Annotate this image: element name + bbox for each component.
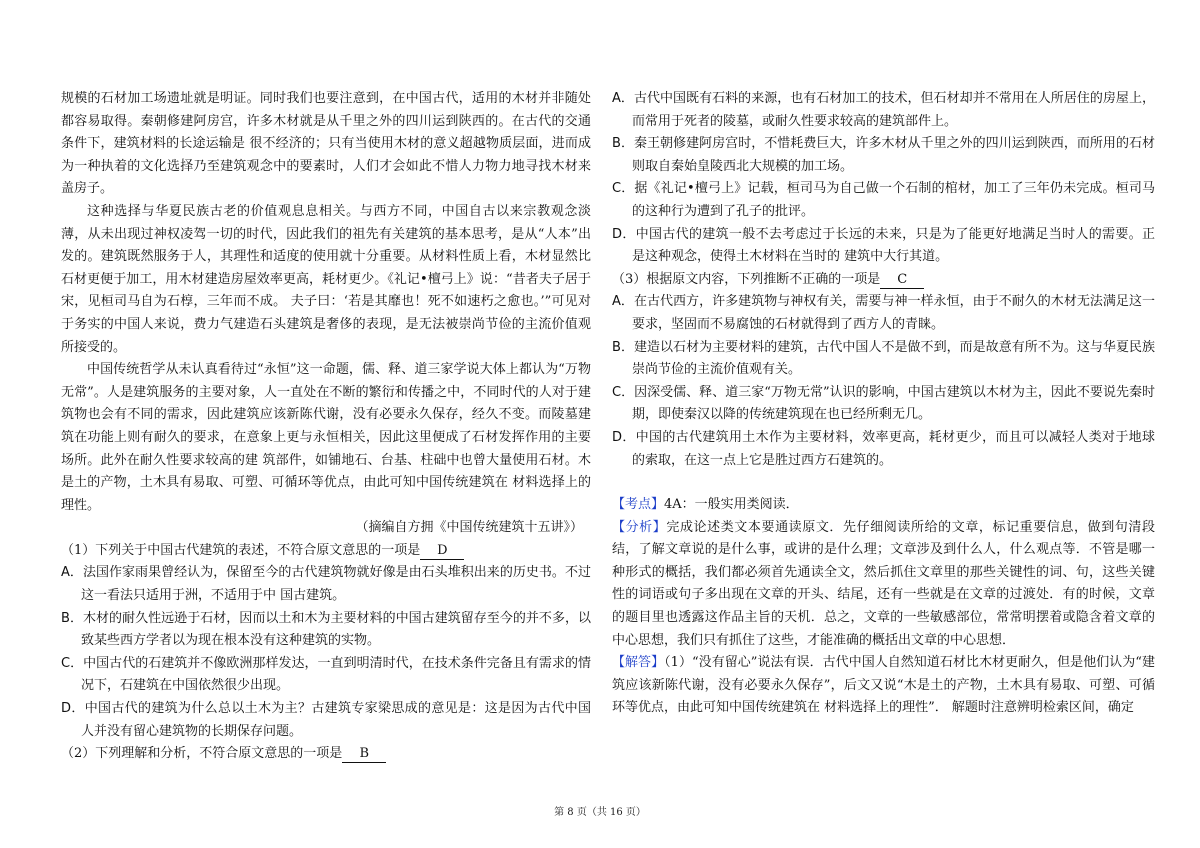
left-column bbox=[61, 88, 591, 766]
passage-paragraph-1: 规模的石材加工场遗址就是明证。同时我们也要注意到，在中国古代，适用的木材并非随处都容易取得。秦朝修建阿房宫，许多木材就是从千里之外的四川运到陕西的。在古代的交通条件下，建筑材料的长途运输是 很不经济的；只有当使用木材的意义超越物质层面，进而成为一种执着的文化选择乃至建筑观念中的要素时，人们才会如此不惜人力物力地寻找木材来盖房子。 bbox=[61, 91, 591, 197]
question-1-text: （1）下列关于中国古代建筑的表述，不符合原文意思的一项是 bbox=[61, 542, 421, 558]
option-letter: B． bbox=[61, 610, 83, 626]
option-text: 中国古代的建筑一般不去考虑过于长远的未来，只是为了能更好地满足当时人的需要。正是这种观念，使得土木材料在当时的 建筑中大行其道。 bbox=[632, 226, 1155, 265]
question-3-text: （3）根据原文内容，下列推断不正确的一项是 bbox=[612, 271, 881, 287]
question-1 bbox=[61, 540, 591, 563]
option-text: 在古代西方，许多建筑物与神权有关，需要与神一样永恒，由于不耐久的木材无法满足这一要求，坚固而不易腐蚀的石材就得到了西方人的青睐。 bbox=[632, 294, 1155, 332]
q1-option-b bbox=[61, 608, 591, 653]
option-text: 中国古代的建筑为什么总以土木为主？古建筑专家梁思成的意见是：这是因为古代中国人并没有留心建筑物的长期保存问题。 bbox=[81, 701, 591, 739]
q2-option-a bbox=[612, 88, 1155, 133]
option-letter: D． bbox=[612, 226, 636, 242]
option-text: 木材的耐久性远逊于石材，因而以土和木为主要材料的中国古建筑留存至今的并不多，以致某些西方学者以为现在根本没有这种建筑的实物。 bbox=[81, 610, 591, 649]
q2-option-b bbox=[612, 133, 1155, 178]
question-2-text: （2）下列理解和分析，不符合原文意思的一项是 bbox=[61, 746, 343, 762]
option-text: 据《礼记•檀弓上》记载，桓司马为自己做一个石制的棺材，加工了三年仍未完成。桓司马的这种行为遭到了孔子的批评。 bbox=[632, 181, 1156, 219]
jieda-text: （1）“没有留心”说法有误．古代中国人自然知道石材比木材更耐久，但是他们认为“建筑应该新陈代谢，没有必要永久保存”，后文又说“木是土的产物，土木具有易取、可塑、可循环等优点，由此可知中国传统建筑在 材料选择上的理性”． 解题时注意辨明检索区间，确定 bbox=[612, 655, 1155, 716]
q1-option-d bbox=[61, 698, 591, 743]
page-footer: 第 8 页（共 16 页） bbox=[554, 807, 646, 818]
q3-option-a bbox=[612, 291, 1155, 336]
kaodian-tag: 【考点】 bbox=[612, 497, 665, 513]
option-letter: A． bbox=[612, 294, 634, 310]
fenxi-text: 完成论述类文本要通读原文．先仔细阅读所给的文章，标记重要信息，做到句清段结，了解文章说的是什么事，或讲的是什么理；文章涉及到什么人，什么观点等．不管是哪一种形式的概括，我们都必须首先通读全文，然后抓住文章里的那些关键性的词、句，这些关键性的词语或句子多出现在文章的开头、结尾，还有一些就是在文章的过渡处．有的时候，文章的题目里也透露这作品主旨的天机．总之，文章的一些敏感部位，常常明摆着或隐含着文章的中心思想，我们只有抓住了这些，才能准确的概括出文章的中心思想． bbox=[612, 519, 1155, 648]
passage-paragraph-3: 中国传统哲学从未认真看待过“永恒”这一命题，儒、释、道三家学说大体上都认为“万物无常”。人是建筑服务的主要对象，人一直处在不断的繁衍和传播之中，不同时代的人对于建筑物也会有不同的需求，因此建筑应该新陈代谢，没有必要永久保存，经久不变。而陵墓建筑在功能上则有耐久的要求，在意象上更与永恒相关，因此这里便成了石材发挥作用的主要场所。此外在耐久性要求较高的建 筑部件，如铺地石、台基、柱础中也曾大量使用石材。木是土的产物，土木具有易取、可塑、可循环等优点，由此可知中国传统建筑在 材料选择上的理性。 bbox=[61, 362, 591, 513]
option-letter: C． bbox=[612, 181, 635, 197]
option-letter: B． bbox=[612, 136, 634, 152]
option-letter: C． bbox=[61, 655, 84, 671]
option-letter: A． bbox=[61, 565, 83, 581]
right-column bbox=[612, 88, 1155, 720]
q1-option-c bbox=[61, 653, 591, 698]
kaodian-section bbox=[612, 494, 1155, 517]
q3-option-d bbox=[612, 427, 1155, 472]
fenxi-section bbox=[612, 517, 1155, 653]
option-letter: A． bbox=[612, 91, 634, 106]
question-2 bbox=[61, 743, 591, 766]
passage-source: （摘编自方拥《中国传统建筑十五讲》） bbox=[355, 520, 583, 536]
question-3 bbox=[612, 269, 1155, 292]
option-text: 秦王朝修建阿房宫时，不惜耗费巨大，许多木材从千里之外的四川运到陕西，而所用的石材则取自秦始皇陵西北大规模的加工场。 bbox=[632, 136, 1155, 174]
option-letter: D． bbox=[612, 429, 636, 445]
passage-paragraph-2: 这种选择与华夏民族古老的价值观息息相关。与西方不同，中国自古以来宗教观念淡薄，从未出现过神权凌驾一切的时代，因此我们的祖先有关建筑的基本思考，是从“人本”出发的。建筑既然服务于人，其理性和适度的使用就十分重要。从材料性质上看，木材显然比石材更便于加工，用木材建造房屋效率更高，耗材更少。《礼记•檀弓上》说：“昔者夫子居于宋，见桓司马自为石椁，三年而不成。 夫子曰：‘若是其靡也！死不如速朽之愈也。’”可见对于务实的中国人来说，费力气建造石头建筑是奢侈的表现，是无法被崇尚节俭的主流价值观所接受的。 bbox=[61, 203, 591, 355]
option-text: 法国作家雨果曾经认为，保留至今的古代建筑物就好像是由石头堆积出来的历史书。不过这一看法只适用于洲，不适用于中 国古建筑。 bbox=[81, 565, 591, 604]
option-text: 中国的古代建筑用土木作为主要材料，效率更高，耗材更少，而且可以减轻人类对于地球的索取，在这一点上它是胜过西方石建筑的。 bbox=[632, 429, 1155, 468]
option-letter: D． bbox=[61, 701, 85, 717]
spacer bbox=[612, 472, 1155, 494]
option-text: 中国古代的石建筑并不像欧洲那样发达，一直到明清时代，在技术条件完备且有需求的情况下，石建筑在中国依然很少出现。 bbox=[81, 655, 591, 694]
option-text: 古代中国既有石料的来源，也有石材加工的技术，但石材却并不常用在人所居住的房屋上，而常用于死者的陵墓，或耐久性要求较高的建筑部件上。 bbox=[632, 91, 1155, 129]
option-text: 建造以石材为主要材料的建筑，古代中国人不是做不到，而是故意有所不为。这与华夏民族崇尚节俭的主流价值观有关。 bbox=[632, 339, 1155, 378]
fenxi-tag: 【分析】 bbox=[612, 519, 667, 535]
kaodian-text: 4A：一般实用类阅读． bbox=[664, 497, 799, 513]
q2-option-d bbox=[612, 224, 1155, 269]
question-1-answer: D bbox=[420, 543, 464, 560]
jieda-tag: 【解答】 bbox=[612, 655, 665, 671]
option-letter: C． bbox=[612, 384, 635, 400]
q2-option-c bbox=[612, 178, 1155, 223]
question-3-answer: C bbox=[880, 272, 924, 289]
question-2-answer: B bbox=[342, 746, 386, 763]
jieda-section bbox=[612, 652, 1155, 720]
option-letter: B． bbox=[612, 339, 634, 355]
q1-option-a bbox=[61, 562, 591, 607]
q3-option-c bbox=[612, 382, 1155, 427]
option-text: 因深受儒、释、道三家“万物无常”认识的影响，中国古建筑以木材为主，因此不要说先秦时期，即使秦汉以降的传统建筑现在也已经所剩无几。 bbox=[632, 384, 1155, 423]
q3-option-b bbox=[612, 337, 1155, 382]
